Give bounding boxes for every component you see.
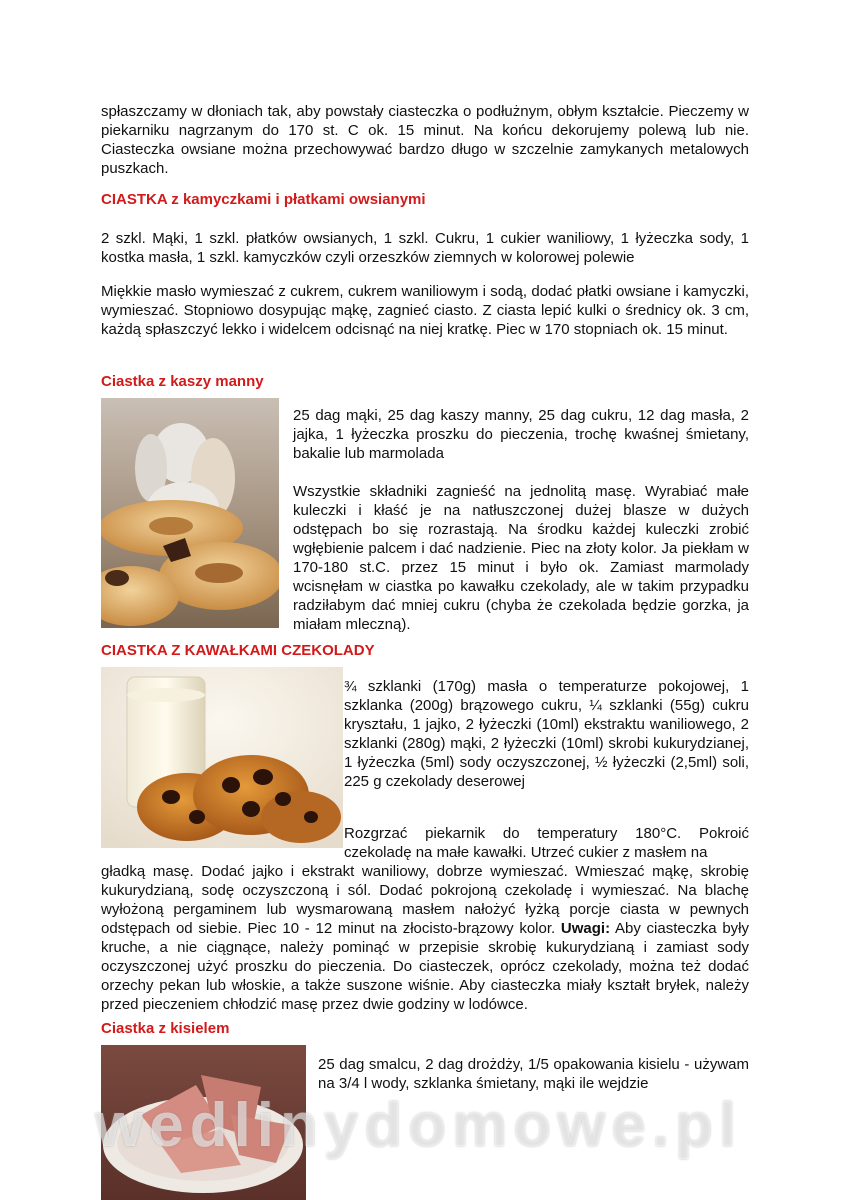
note-label: Uwagi: — [560, 920, 611, 937]
recipe-method-oat-cookies: Miękkie masło wymieszać z cukrem, cukrem waniliowym i sodą, dodać płatki owsiane i kamyczki, wymieszać. Stopniowo dosypując mąkę, zagnieć ciasto. Z ciasta lepić kulki o średnicy ok. 3 cm, każdą spłaszczyć lekko i widelcem odcisnąć na niej kratkę. Piec w 170 stopniach ok. 15 minut. — [101, 283, 749, 338]
watermark-text: wedlinydomowe.pl — [95, 1091, 743, 1160]
recipe-title-semolina-cookies: Ciastka z kaszy manny — [101, 373, 264, 390]
recipe-method-beside-photo: Rozgrzać piekarnik do temperatury 180°C. Pokroić czekoladę na małe kawałki. Utrzeć cukier z masłem na — [344, 825, 749, 861]
method-text-part-b: Aby ciasteczka były kruche, a nie ciągnące, należy pominąć w przepisie skrobię kukurydzianą i zamiast sody oczyszczonej użyć proszku do pieczenia. Do ciasteczek, oprócz czekolady, można też dodać orzechy pekan lub włoskie, a także suszone wiśnie. Aby ciasteczka miały kształt bryłek, należy przed pieczeniem chłodzić masę przez dwie godziny w lodówce. — [101, 920, 749, 1013]
recipe-ingredients-semolina-cookies: 25 dag mąki, 25 dag kaszy manny, 25 dag cukru, 12 dag masła, 2 jajka, 1 łyżeczka proszku do pieczenia, trochę kwaśnej śmietany, bakalie lub marmolada — [293, 407, 749, 462]
method-text-part-a: gładką masę. Dodać jajko i ekstrakt waniliowy, dobrze wymieszać. Wmieszać mąkę, skrobię kukurydzianą, sodę oczyszczoną i sól. Dodać pokrojoną czekoladę i wymieszać. Na blachę wyłożoną pergaminem lub wysmarowaną masłem nałożyć łyżką porcje ciasta w pewnych odstępach od siebie. Piec 10 - 12 minut na złocisto-brązowy kolor. — [101, 863, 749, 937]
photo-chocolate-chunk-cookies-milk — [101, 667, 343, 848]
intro-paragraph: spłaszczamy w dłoniach tak, aby powstały ciasteczka o podłużnym, obłym kształcie. Pieczemy w piekarniku nagrzanym do 170 st. C ok. 15 minut. Na końcu dekorujemy polewą lub nie. Ciasteczka owsiane można przechowywać bardzo długo w szczelnie zamykanych metalowych puszkach. — [101, 103, 749, 177]
recipe-title-oat-cookies: CIASTKA z kamyczkami i płatkami owsianymi — [101, 191, 426, 208]
recipe-ingredients-kisiel-cookies: 25 dag smalcu, 2 dag drożdży, 1/5 opakowania kisielu - używam na 3/4 l wody, szklanka śmietany, mąki ile wejdzie — [318, 1056, 749, 1092]
photo-semolina-cookies-with-angel — [101, 398, 279, 628]
recipe-title-kisiel-cookies: Ciastka z kisielem — [101, 1020, 230, 1037]
recipe-ingredients-oat-cookies: 2 szkl. Mąki, 1 szkl. płatków owsianych, 1 szkl. Cukru, 1 cukier waniliowy, 1 łyżeczka sody, 1 kostka masła, 1 szkl. kamyczków czyli orzeszków ziemnych w kolorowej polewie — [101, 230, 749, 266]
recipe-title-chocolate-chunk-cookies: CIASTKA Z KAWAŁKAMI CZEKOLADY — [101, 642, 375, 659]
recipe-method-chocolate-chunk-cookies — [101, 862, 749, 1014]
recipe-method-semolina-cookies: Wszystkie składniki zagnieść na jednolitą masę. Wyrabiać małe kuleczki i kłaść je na natłuszczonej dużej blasze w dużych odstępach bo się rozrastają. Na środku każdej kuleczki zrobić wgłębienie palcem i dać nadzienie. Piec na złoty kolor. Ja piekłam w 170-180 st.C. przez 15 minut i było ok. Zamiast marmolady wcisnęłam w ciastka po kawałku czekolady, ale w takim przypadku radziłabym dać mniej cukru (chyba że czekolada będzie gorzka, ja miałam mleczną). — [293, 483, 749, 633]
recipe-ingredients-chocolate-chunk-cookies: ¾ szklanki (170g) masła o temperaturze pokojowej, 1 szklanka (200g) brązowego cukru, ¼ szklanki (55g) cukru kryształu, 1 jajko, 2 łyżeczki (10ml) ekstraktu waniliowego, 2 szklanki (280g) mąki, 2 łyżeczki (10ml) skrobi kukurydzianej, 1 łyżeczka (5ml) sody oczyszczonej, ½ łyżeczki (2,5ml) soli, 225 g czekolady deserowej — [344, 678, 749, 790]
